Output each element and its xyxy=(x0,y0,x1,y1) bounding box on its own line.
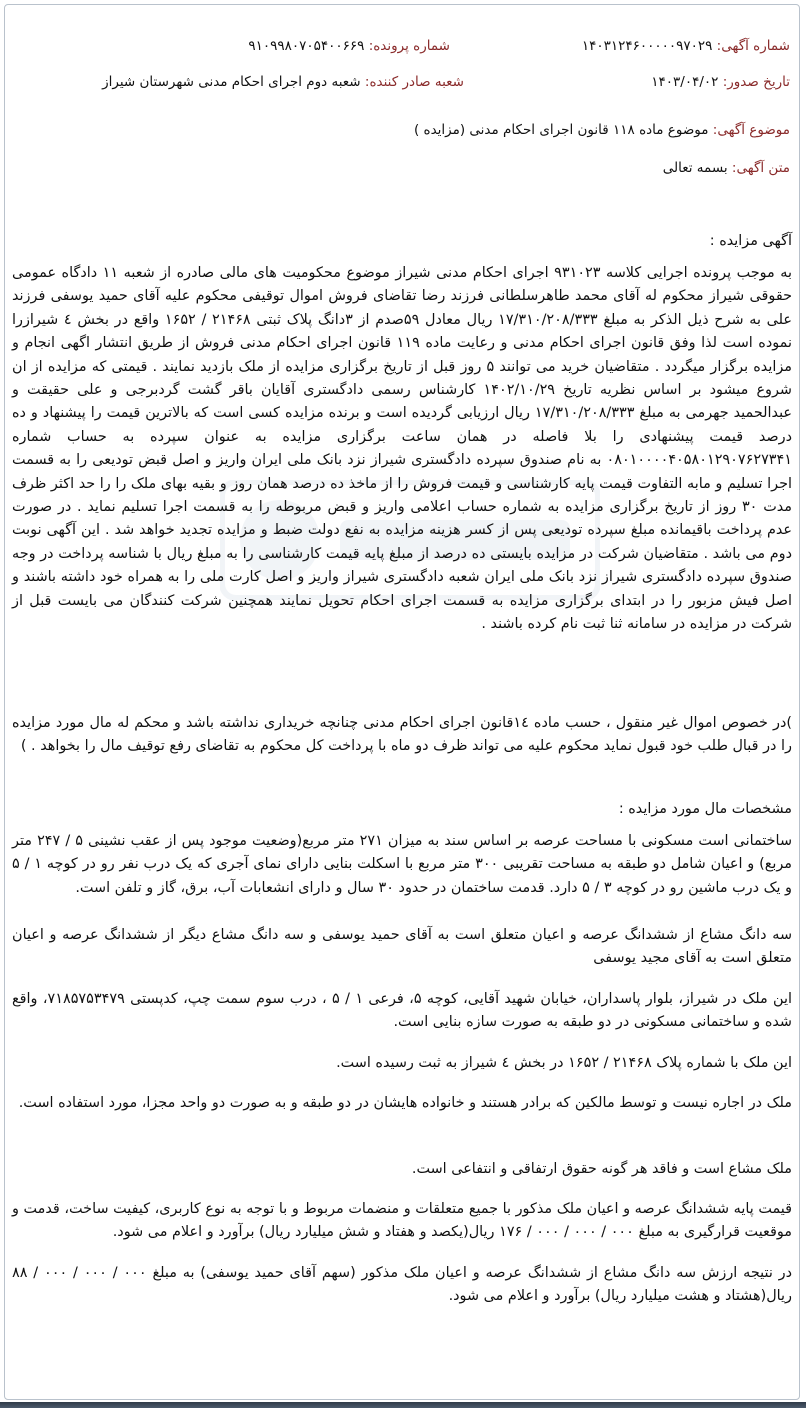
ad-paragraph-3: ساختمانی است مسکونی با مساحت عرصه بر اساس سند به میزان ۲۷۱ متر مربع(وضعیت موجود پس از عقب نشینی ۵ / ۲۴۷ متر مربع) و اعیان شامل دو طبقه به مساحت تقریبی ۳۰۰ متر مربع با اسکلت بنایی دارای نمای آجری که یک درب نفر رو در کوچه ۱ / ۵ و یک درب ماشین رو در کوچه ۳ / ۵ دارد. قدمت ساختمان در حدود ۳۰ سال و دارای انشعابات آب، برق، گاز و تلفن است. xyxy=(12,833,793,896)
ad-text-intro: بسمه تعالی xyxy=(662,160,728,176)
ad-paragraph-4: سه دانگ مشاع از ششدانگ عرصه و اعیان متعلق است به آقای حمید یوسفی و سه دانگ مشاع دیگر از ششدانگ عرصه و اعیان متعلق است به آقای مجید یوسفی xyxy=(12,927,792,967)
subject-label: موضوع آگهی: xyxy=(712,122,790,138)
issue-date-label: تاریخ صدور: xyxy=(722,74,790,90)
specs-paragraph-rights xyxy=(12,1158,792,1181)
ad-heading: آگهی مزایده : xyxy=(709,233,792,249)
case-number xyxy=(248,38,450,54)
ad-paragraph-6: این ملک با شماره پلاک ۲۱۴۶۸ / ۱۶۵۲ در بخش ٤ شیراز به ثبت رسیده است. xyxy=(336,1055,792,1071)
ad-paragraph-2: )در خصوص اموال غیر منقول ، حسب ماده ١٤قانون اجرای احکام مدنی چنانچه خریداری نداشته باشد و محکم له مال مورد مزایده را در قبال طلب خود قبول نماید محکوم علیه می تواند ظرف دو ماه با پرداخت کل محکوم به تقاضای رفع توقیف مال را بخواهد . ) xyxy=(12,715,792,755)
issuer xyxy=(102,74,464,90)
specs-paragraph-building xyxy=(12,830,792,900)
issue-date xyxy=(651,74,790,90)
ad-text-label: متن آگهی: xyxy=(731,160,790,176)
ad-paragraph-10: در نتیجه ارزش سه دانگ مشاع از ششدانگ عرصه و اعیان ملک مذکور (سهم آقای حمید یوسفی) به مبلغ ۰۰۰ / ۰۰۰ / ۰۰۰ / ۸۸ ریال(هشتاد و هشت میلیارد ریال) برآورد و اعلام می شود. xyxy=(12,1265,793,1305)
ad-paragraph-article14 xyxy=(12,712,792,759)
ad-paragraph-1: به موجب پرونده اجرایی کلاسه ۹۳۱۰۲۳ اجرای احکام مدنی شیراز موضوع محکومیت های مالی صادره از شعبه ۱۱ دادگاه عمومی حقوقی شیراز محکوم له آقای محمد طاهرسلطانی فرزند رضا تقاضای فروش اموال توقیفی محکوم علیه آقای حمید یوسفی فرزند علی به شرح ذیل الذکر به مبلغ ۱۷/۳۱۰/۲۰۸/۳۳۳ ریال معادل ۵۹صدم از ۳دانگ پلاک ثبتی ۲۱۴۶۸ / ۱۶۵۲ واقع در بخش ٤ شیرازرا نموده است لذا وفق قانون اجرای احکام مدنی و رعایت ماده ۱۱۹ قانون اجرای احکام مدنی فروش از طریق انتشار اگهی انجام و مزایده برگزار میگردد . متقاضیان خرید می توانند ۵ روز قبل از تاریخ برگزاری مزایده از ملک بازدید نمایند . قیمتی که مزایده از ان شروع میشود بر اساس نظریه تاریخ ۱۴۰۲/۱۰/۲۹ کارشناس رسمی دادگستری آقایان باقر گشت گردبرجی و علی حقیقت و عبدالحمید جهرمی به مبلغ ۱۷/۳۱۰/۲۰۸/۳۳۳ ریال ارزیابی گردیده است و برنده مزایده کسی است که بالاترین قیمت را پیشنهاد و ده درصد قیمت پیشنهادی را بلا فاصله در همان ساعت برگزاری مزایده به عنوان سپرده به حساب شماره ۰۸۰۱۰۰۰۰۴۰۵۸۰۱۲۹۰۷۶۲۷۳۴۱ به نام صندوق سپرده دادگستری شیراز نزد بانک ملی ایران واریز و اصل قبض تودیعی را به قسمت اجرا تسلیم و مابه التفاوت قیمت پایه کارشناسی و قیمت فروش را از ماخذ ده درصد همان روز و بقیه بهای ملک را را حد اکثر ظرف مدت ۳۰ روز از تاریخ برگزاری مزایده به شماره حساب اعلامی واریز و قبض مربوطه را به قسمت اجرا تسلیم نماید . در صورت عدم پرداخت باقیمانده مبلغ سپرده تودیعی پس از کسر هزینه مزایده به نفع دولت ضبط و مزایده تجدید خواهد شد . این آگهی نوبت دوم می باشد . متقاضیان شرکت در مزایده بایستی ده درصد از مبلغ پایه قیمت کارشناسی را به مبلغ ریال با شناسه پرداخت در وجه صندوق سپرده دادگستری شیراز نزد بانک ملی ایران شعبه دادگستری شیراز واریز و اصل کارت ملی را به همراه خود داشته باشند و اصل فیش مزبور را در ابتدای برگزاری مزایده به قسمت اجرای احکام تحویل نمایند همچنین شرکت کنندگان می بایست قبل از شرکت در مزایده در سامانه ثنا ثبت نام کرده باشند . xyxy=(12,265,793,633)
document-frame xyxy=(4,4,800,1400)
issuer-value: شعبه دوم اجرای احکام مدنی شهرستان شیراز xyxy=(102,74,361,90)
specs-paragraph-plate xyxy=(12,1052,792,1075)
ad-text-header xyxy=(663,160,790,176)
ad-number-value: ۱۴۰۳۱۲۴۶۰۰۰۰۰۹۷۰۲۹ xyxy=(581,38,713,54)
specs-paragraph-base-price xyxy=(12,1198,792,1245)
case-number-label: شماره پرونده: xyxy=(368,38,450,54)
subject-value: موضوع ماده ۱۱۸ قانون اجرای احکام مدنی (مزایده ) xyxy=(413,122,709,138)
ad-paragraph-8: ملک مشاع است و فاقد هر گونه حقوق ارتفاقی و انتفاعی است. xyxy=(411,1161,792,1177)
specs-heading: مشخصات مال مورد مزایده : xyxy=(618,801,792,817)
specs-paragraph-share-value xyxy=(12,1262,792,1309)
ad-paragraph-7: ملک در اجاره نیست و توسط مالکین که برادر هستند و خانواده هایشان در دو طبقه و به صورت دو واحد مجزا، مورد استفاده است. xyxy=(18,1095,792,1111)
window-bottom-bar xyxy=(0,1402,806,1408)
issue-date-value: ۱۴۰۳/۰۴/۰۲ xyxy=(651,74,719,90)
ad-heading-block xyxy=(12,230,792,253)
ad-paragraph-5: این ملک در شیراز، بلوار پاسداران، خیابان شهید آقایی، کوچه ۵، فرعی ۱ / ۵ ، درب سوم سمت چپ، کدپستی ۷۱۸۵۷۵۳۴۷۹، واقع شده و ساختمانی مسکونی در دو طبقه به صورت سازه بنایی است. xyxy=(12,991,792,1031)
specs-paragraph-ownership xyxy=(12,924,792,971)
ad-number-label: شماره آگهی: xyxy=(716,38,790,54)
issuer-label: شعبه صادر کننده: xyxy=(364,74,464,90)
subject xyxy=(414,122,790,138)
specs-paragraph-occupancy xyxy=(12,1092,792,1115)
specs-heading-block xyxy=(12,798,792,821)
specs-paragraph-address xyxy=(12,988,792,1035)
ad-paragraph-9: قیمت پایه ششدانگ عرصه و اعیان ملک مذکور با جمیع متعلقات و منضمات مربوط و با توجه به نوع کاربری، کیفیت ساخت، قدمت و موقعیت قرارگیری به مبلغ ۰۰۰ / ۰۰۰ / ۰۰۰ / ۱۷۶ ریال(یکصد و هفتاد و شش میلیارد ریال) برآورد و اعلام می شود. xyxy=(12,1201,792,1241)
ad-paragraph-main xyxy=(12,262,792,637)
ad-number xyxy=(582,38,790,54)
case-number-value: ۹۱۰۹۹۸۰۷۰۵۴۰۰۶۶۹ xyxy=(248,38,365,54)
